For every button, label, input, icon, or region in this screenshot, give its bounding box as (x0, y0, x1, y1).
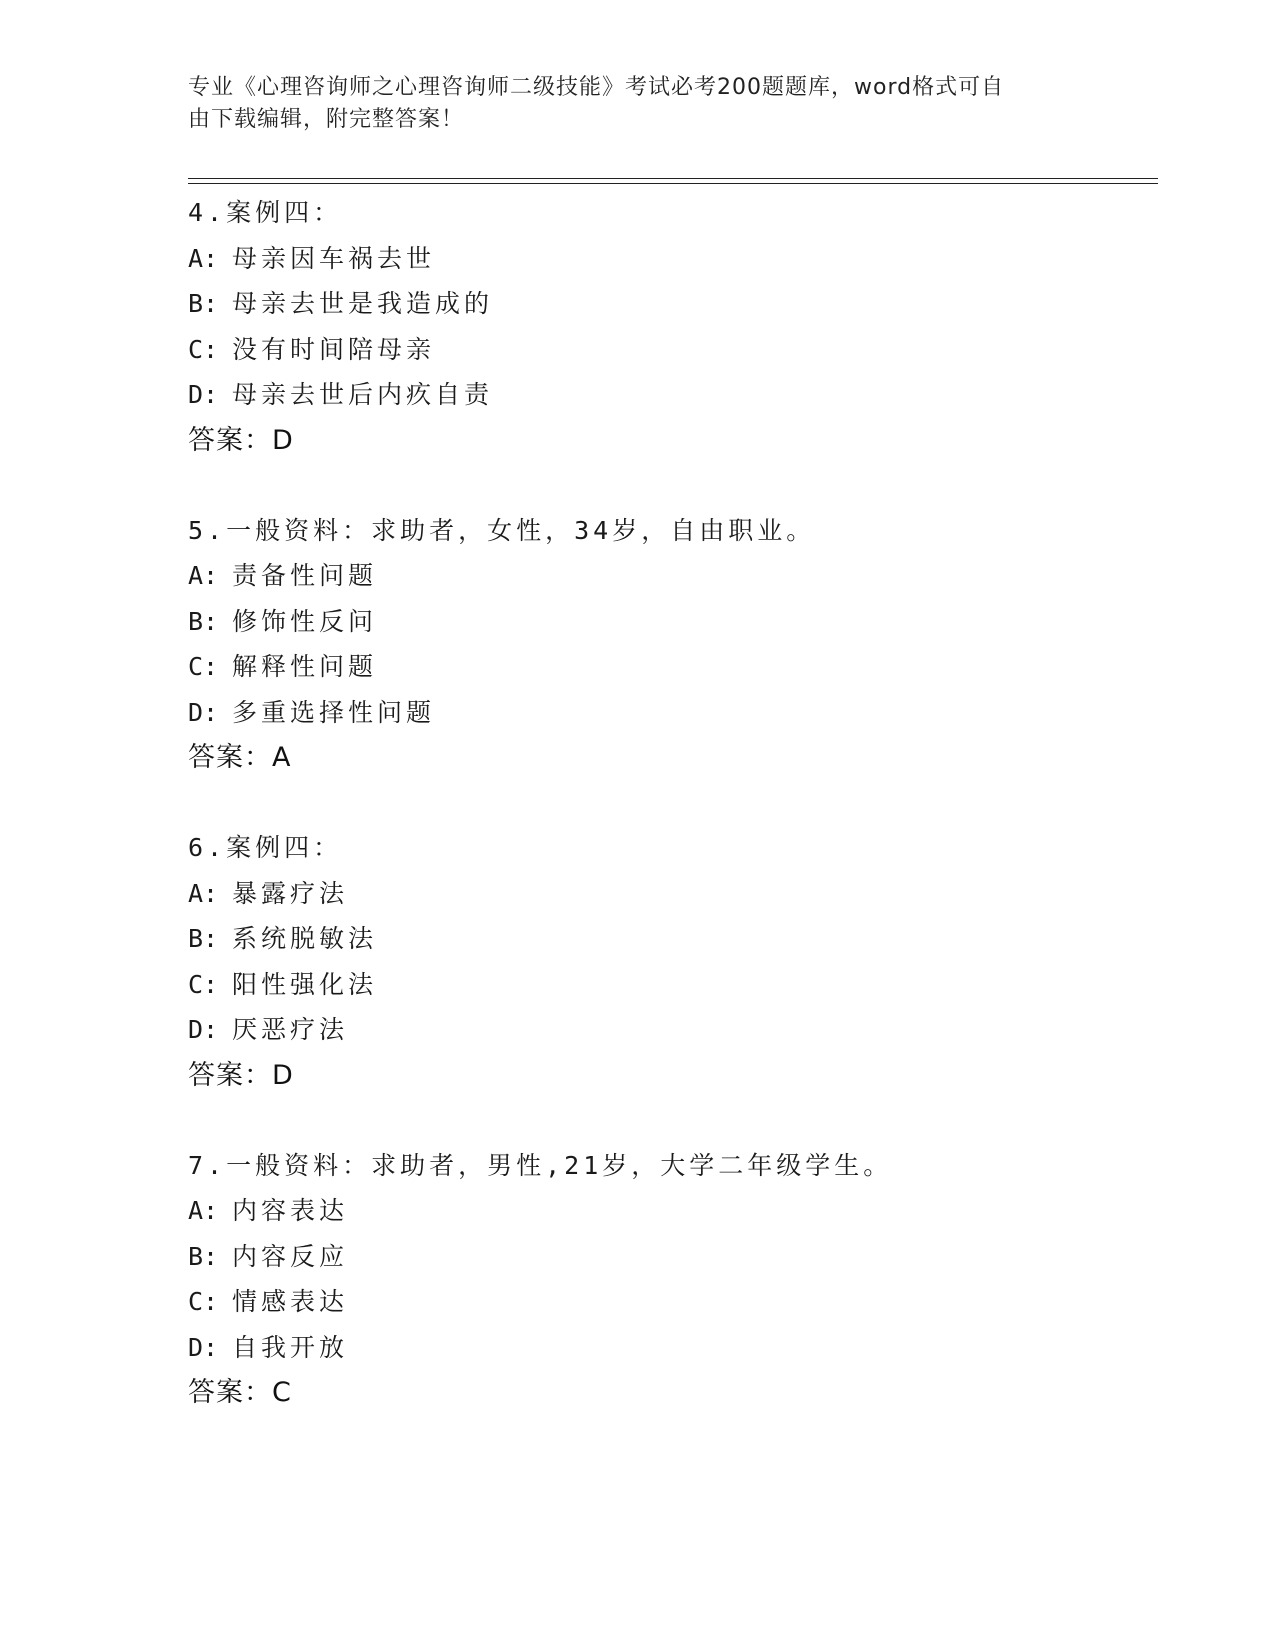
option-text: 修饰性反问 (232, 606, 378, 636)
question-stem: 6.案例四： (188, 833, 343, 862)
option-letter: D: (188, 697, 219, 727)
document-header (188, 72, 1088, 136)
option-a (188, 871, 1138, 917)
option-letter: C: (188, 652, 219, 681)
option-text: 解释性问题 (232, 652, 378, 681)
option-d (188, 1007, 1138, 1053)
option-c (188, 644, 1138, 690)
option-letter: D: (188, 1332, 219, 1362)
header-divider-top (188, 178, 1158, 179)
option-text: 系统脱敏法 (232, 924, 378, 953)
option-text: 没有时间陪母亲 (232, 334, 436, 364)
option-text: 阳性强化法 (232, 969, 378, 999)
option-text: 母亲因车祸去世 (232, 243, 436, 273)
option-b (188, 916, 1138, 962)
option-d (188, 690, 1138, 736)
answer-line: 答案：A (188, 742, 292, 773)
option-b (188, 281, 1138, 327)
question-7 (188, 1143, 1138, 1417)
option-text: 厌恶疗法 (232, 1015, 349, 1044)
option-text: 内容表达 (232, 1196, 349, 1225)
option-a (188, 236, 1138, 282)
option-letter: B: (188, 924, 219, 953)
option-text: 责备性问题 (232, 561, 378, 590)
option-letter: B: (188, 1241, 219, 1271)
option-text: 暴露疗法 (232, 878, 349, 908)
question-6 (188, 825, 1138, 1099)
question-4 (188, 190, 1138, 464)
question-stem: 4.案例四： (188, 198, 343, 227)
option-letter: B: (188, 606, 219, 636)
option-letter: D: (188, 380, 219, 409)
question-list (188, 190, 1138, 1460)
option-a (188, 1188, 1138, 1234)
header-line-1: 专业《心理咨询师之心理咨询师二级技能》考试必考200题题库，word格式可自 (188, 75, 1005, 100)
header-divider-bottom (188, 183, 1158, 184)
option-letter: A: (188, 561, 219, 590)
option-c (188, 327, 1138, 373)
option-text: 母亲去世后内疚自责 (232, 380, 494, 409)
answer-line: 答案：D (188, 424, 294, 456)
question-stem: 7.一般资料：求助者，男性,21岁，大学二年级学生。 (188, 1150, 893, 1180)
option-b (188, 599, 1138, 645)
option-b (188, 1234, 1138, 1280)
option-text: 情感表达 (232, 1287, 349, 1316)
option-d (188, 372, 1138, 418)
answer-line: 答案：C (188, 1377, 292, 1408)
option-letter: A: (188, 878, 219, 908)
option-letter: C: (188, 969, 219, 999)
option-text: 自我开放 (232, 1332, 349, 1362)
option-text: 多重选择性问题 (232, 697, 436, 727)
option-letter: C: (188, 334, 219, 364)
option-text: 母亲去世是我造成的 (232, 289, 494, 318)
option-letter: B: (188, 289, 219, 318)
option-c (188, 1279, 1138, 1325)
option-a (188, 553, 1138, 599)
question-5 (188, 508, 1138, 782)
answer-line: 答案：D (188, 1059, 294, 1091)
option-letter: A: (188, 1196, 219, 1225)
header-line-2: 由下载编辑，附完整答案！ (188, 107, 465, 132)
option-c (188, 962, 1138, 1008)
option-letter: C: (188, 1287, 219, 1316)
option-d (188, 1325, 1138, 1371)
option-text: 内容反应 (232, 1241, 349, 1271)
option-letter: A: (188, 243, 219, 273)
question-stem: 5.一般资料：求助者，女性，34岁，自由职业。 (188, 515, 816, 545)
option-letter: D: (188, 1015, 219, 1044)
